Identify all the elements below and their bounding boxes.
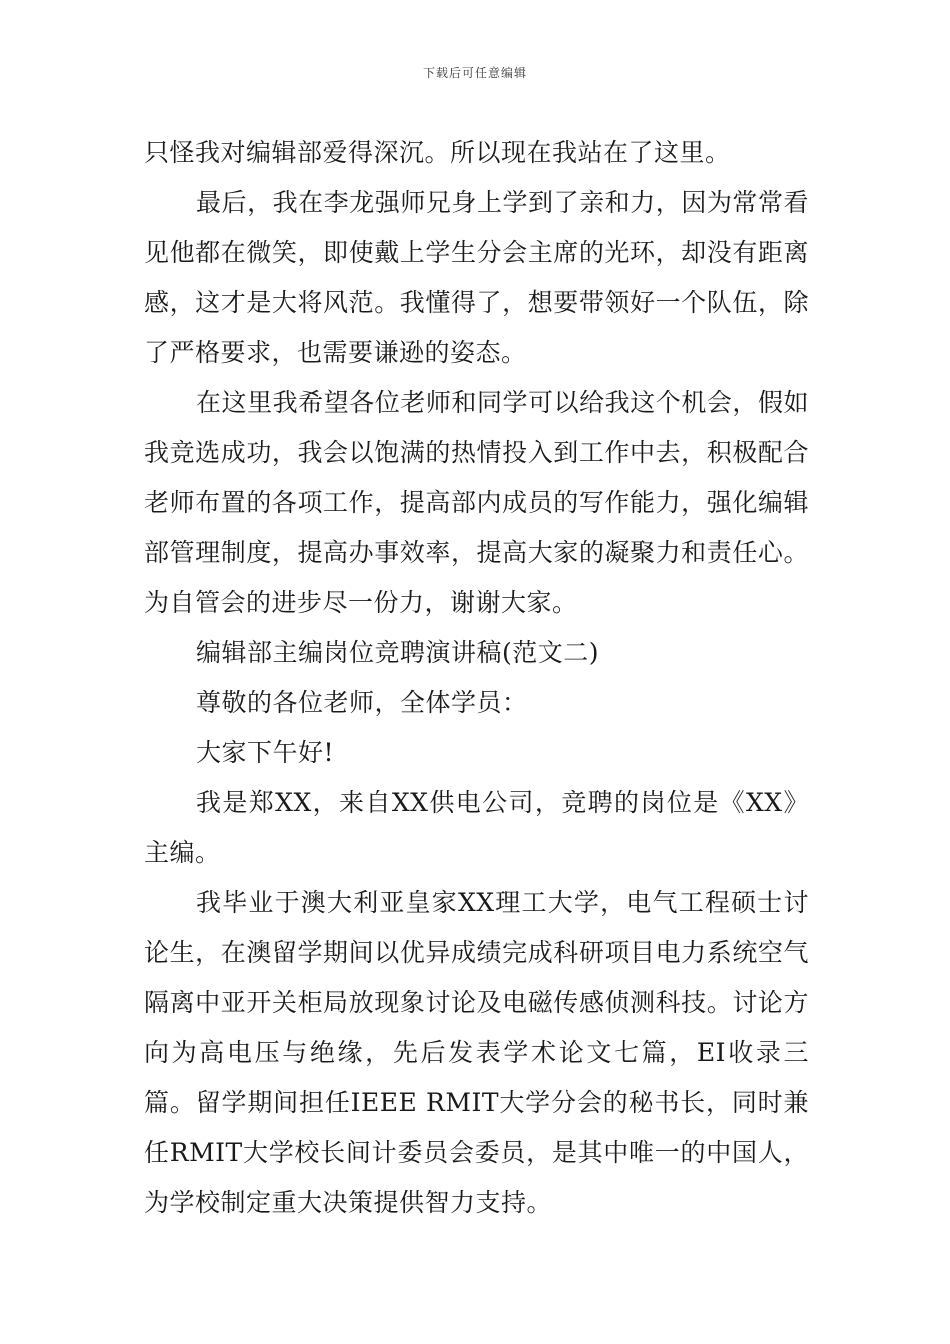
paragraph: 我毕业于澳大利亚皇家XX理工大学，电气工程硕士讨论生，在澳留学期间以优异成绩完成科研项目电力系统空气隔离中亚开关柜局放现象讨论及电磁传感侦测科技。讨论方向为高电压与绝缘，先后发表学术论文七篇，EI收录三篇。留学期间担任IEEE RMIT大学分会的秘书长，同时兼任RMIT大学校长间计委员会委员，是其中唯一的中国人，为学校制定重大决策提供智力支持。 bbox=[144, 888, 809, 1217]
paragraph: 最后，我在李龙强师兄身上学到了亲和力，因为常常看见他都在微笑，即使戴上学生分会主席的光环，却没有距离感，这才是大将风范。我懂得了，想要带领好一个队伍，除了严格要求，也需要谦逊的姿态。 bbox=[144, 188, 809, 367]
section-title: 编辑部主编岗位竞聘演讲稿(范文二) bbox=[196, 638, 600, 667]
greeting: 大家下午好! bbox=[196, 738, 335, 767]
document-body bbox=[144, 128, 809, 1228]
page-header: 下载后可任意编辑 bbox=[422, 66, 527, 80]
paragraph: 我是郑XX，来自XX供电公司，竞聘的岗位是《XX》主编。 bbox=[144, 788, 809, 867]
salutation: 尊敬的各位老师，全体学员： bbox=[196, 688, 528, 717]
paragraph: 只怪我对编辑部爱得深沉。所以现在我站在了这里。 bbox=[144, 138, 731, 167]
paragraph: 在这里我希望各位老师和同学可以给我这个机会，假如我竞选成功，我会以饱满的热情投入到工作中去，积极配合老师布置的各项工作，提高部内成员的写作能力，强化编辑部管理制度，提高办事效率，提高大家的凝聚力和责任心。为自管会的进步尽一份力，谢谢大家。 bbox=[144, 388, 809, 617]
